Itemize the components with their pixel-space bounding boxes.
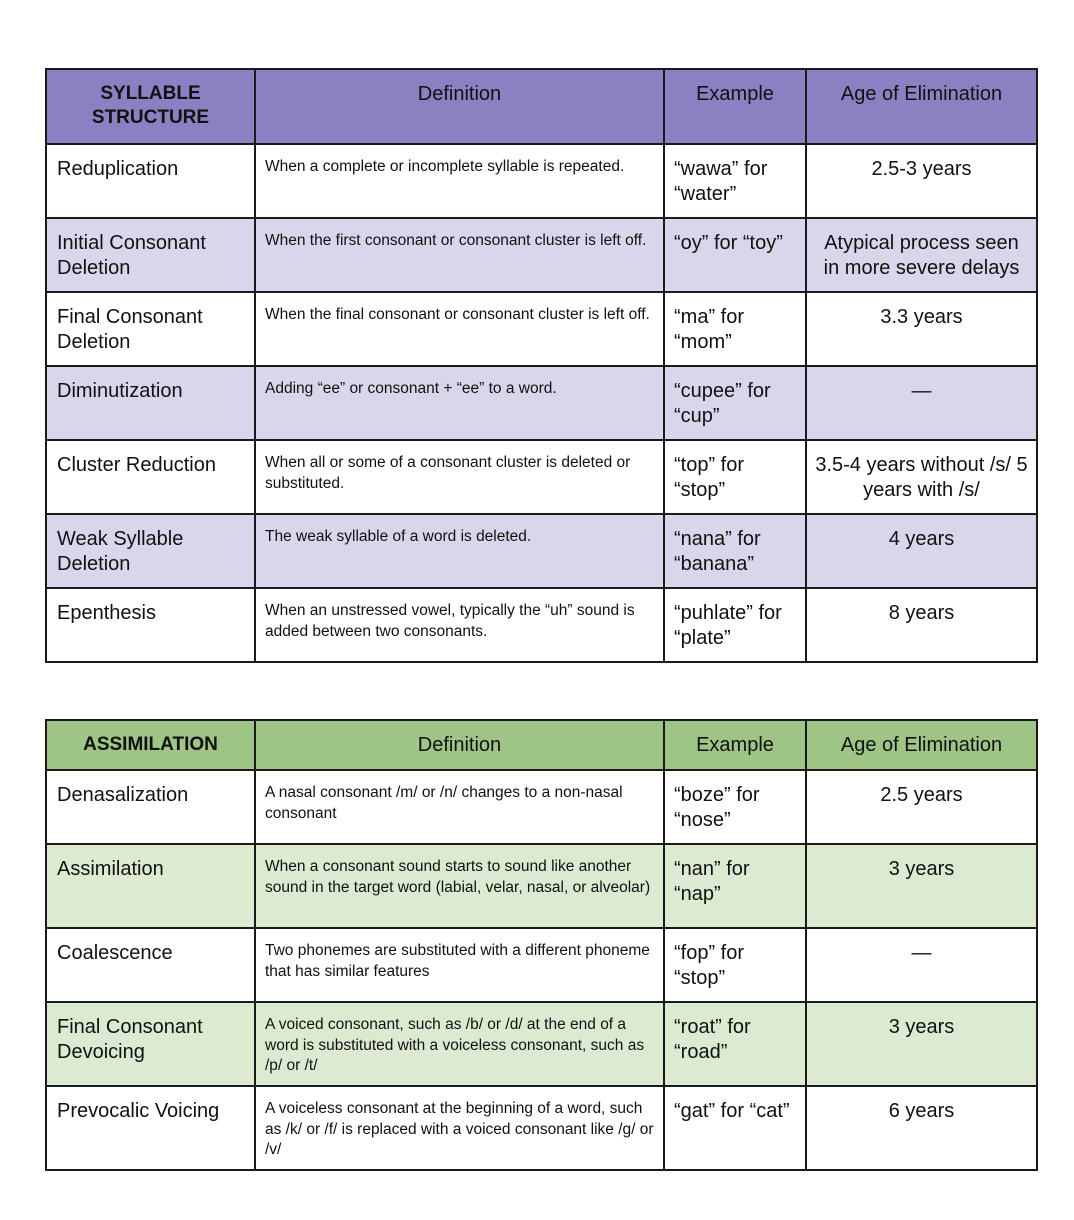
age-of-elimination: — (806, 928, 1037, 1002)
process-example: “nana” for “banana” (664, 514, 806, 588)
table-row (46, 218, 1037, 292)
age-of-elimination: 3 years (806, 844, 1037, 928)
age-of-elimination: 4 years (806, 514, 1037, 588)
process-name: Weak Syllable Deletion (46, 514, 255, 588)
process-definition: When the final consonant or consonant cluster is left off. (255, 292, 664, 366)
process-definition: The weak syllable of a word is deleted. (255, 514, 664, 588)
process-name: Diminutization (46, 366, 255, 440)
assimilation-table (45, 719, 1038, 1171)
age-of-elimination: 3.5-4 years without /s/ 5 years with /s/ (806, 440, 1037, 514)
process-example: “fop” for “stop” (664, 928, 806, 1002)
process-name: Epenthesis (46, 588, 255, 662)
process-definition: When an unstressed vowel, typically the “uh” sound is added between two consonants. (255, 588, 664, 662)
process-definition: Two phonemes are substituted with a different phoneme that has similar features (255, 928, 664, 1002)
age-of-elimination: 2.5 years (806, 770, 1037, 844)
process-definition: When a complete or incomplete syllable is repeated. (255, 144, 664, 218)
process-name: Denasalization (46, 770, 255, 844)
table-row (46, 1086, 1037, 1170)
age-of-elimination: Atypical process seen in more severe delays (806, 218, 1037, 292)
process-definition: When all or some of a consonant cluster is deleted or substituted. (255, 440, 664, 514)
table-row (46, 144, 1037, 218)
process-example: “oy” for “toy” (664, 218, 806, 292)
age-of-elimination: 3 years (806, 1002, 1037, 1086)
process-example: “top” for “stop” (664, 440, 806, 514)
age-of-elimination: 8 years (806, 588, 1037, 662)
process-definition: Adding “ee” or consonant + “ee” to a word. (255, 366, 664, 440)
table-row (46, 1002, 1037, 1086)
age-header: Age of Elimination (806, 720, 1037, 770)
process-name: Coalescence (46, 928, 255, 1002)
process-example: “roat” for “road” (664, 1002, 806, 1086)
table-row (46, 844, 1037, 928)
process-example: “nan” for “nap” (664, 844, 806, 928)
category-header: SYLLABLE STRUCTURE (46, 69, 255, 144)
process-example: “cupee” for “cup” (664, 366, 806, 440)
table-row (46, 292, 1037, 366)
table-row (46, 440, 1037, 514)
process-example: “ma” for “mom” (664, 292, 806, 366)
process-example: “puhlate” for “plate” (664, 588, 806, 662)
process-definition: When a consonant sound starts to sound like another sound in the target word (labial, velar, nasal, or alveolar) (255, 844, 664, 928)
table-row (46, 928, 1037, 1002)
example-header: Example (664, 720, 806, 770)
process-example: “gat” for “cat” (664, 1086, 806, 1170)
table-row (46, 770, 1037, 844)
process-name: Reduplication (46, 144, 255, 218)
syllable-structure-table (45, 68, 1038, 663)
definition-header: Definition (255, 720, 664, 770)
age-of-elimination: 2.5-3 years (806, 144, 1037, 218)
process-definition: When the first consonant or consonant cluster is left off. (255, 218, 664, 292)
age-header: Age of Elimination (806, 69, 1037, 144)
age-of-elimination: 6 years (806, 1086, 1037, 1170)
table-header-row (46, 720, 1037, 770)
process-example: “wawa” for “water” (664, 144, 806, 218)
definition-header: Definition (255, 69, 664, 144)
table-row (46, 588, 1037, 662)
process-name: Cluster Reduction (46, 440, 255, 514)
process-name: Initial Consonant Deletion (46, 218, 255, 292)
process-definition: A nasal consonant /m/ or /n/ changes to a non-nasal consonant (255, 770, 664, 844)
table-header-row (46, 69, 1037, 144)
process-name: Final Consonant Devoicing (46, 1002, 255, 1086)
age-of-elimination: 3.3 years (806, 292, 1037, 366)
age-of-elimination: — (806, 366, 1037, 440)
example-header: Example (664, 69, 806, 144)
category-header: ASSIMILATION (46, 720, 255, 770)
table-row (46, 366, 1037, 440)
process-definition: A voiceless consonant at the beginning of a word, such as /k/ or /f/ is replaced with a voiced consonant like /g/ or /v/ (255, 1086, 664, 1170)
process-name: Assimilation (46, 844, 255, 928)
table-row (46, 514, 1037, 588)
process-name: Prevocalic Voicing (46, 1086, 255, 1170)
process-example: “boze” for “nose” (664, 770, 806, 844)
process-name: Final Consonant Deletion (46, 292, 255, 366)
process-definition: A voiced consonant, such as /b/ or /d/ at the end of a word is substituted with a voiceless consonant, such as /p/ or /t/ (255, 1002, 664, 1086)
